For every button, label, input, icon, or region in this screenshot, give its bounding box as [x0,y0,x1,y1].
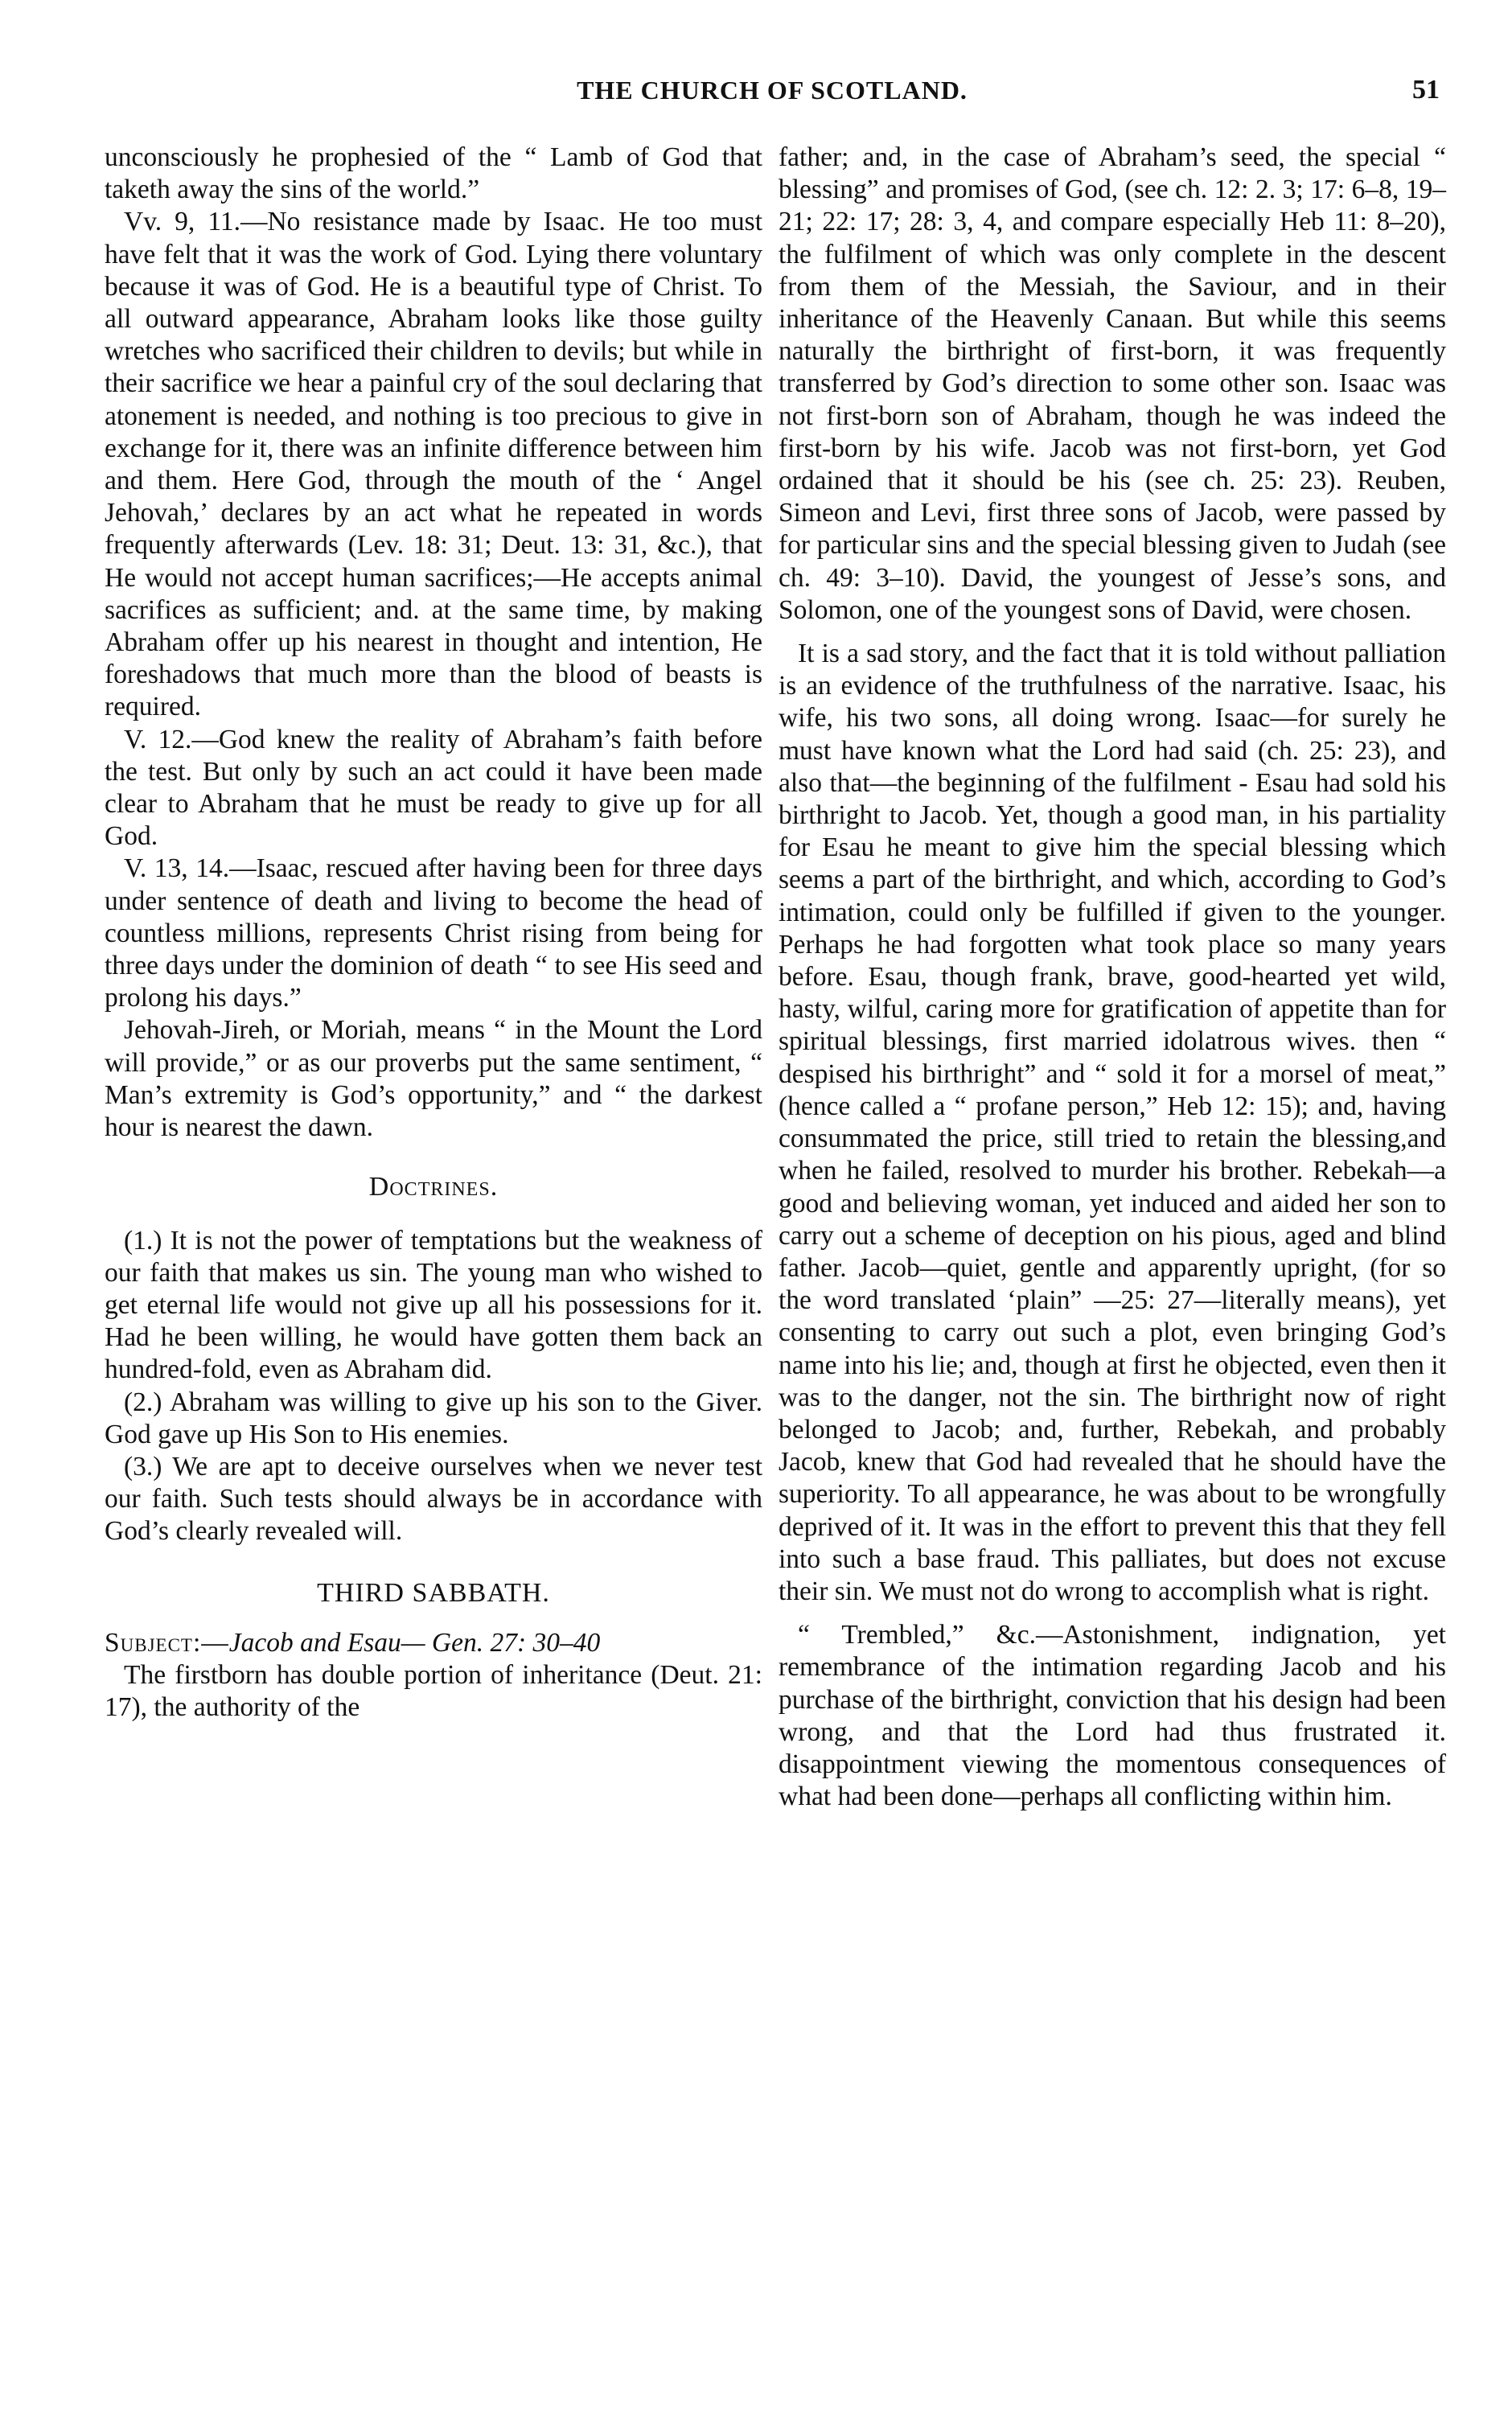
paragraph-verses-9-11: Vv. 9, 11.—No resistance made by Isaac. He too must have felt that it was the work of God. Lying there voluntary because it was of God. He is a beautiful type of Christ. To all outward appearance, Abraham looks like those guilty wretches who sacrificed their children to devils; but while in their sacrifice we hear a painful cry of the soul declaring that atonement is needed, and nothing is too precious to give in exchange for it, there was an infinite difference between him and them. Here God, through the mouth of the ‘ Angel Jehovah,’ declares by an act what he repeated in words frequently afterwards (Lev. 18: 31; Deut. 13: 31, &c.), that He would not accept human sacrifices;—He accepts animal sacrifices as sufficient; and. at the same time, by making Abraham offer up his nearest in thought and intention, He foreshadows that much more than the blood of beasts is required. [105,207,762,722]
third-sabbath-heading: THIRD SABBATH. [317,1577,550,1608]
paragraph-verse-12: V. 12.—God knew the reality of Abraham’s faith before the test. But only by such an act could it have been made clear to Abraham that he must be ready to give up for all God. [105,724,762,852]
doctrine-1: (1.) It is not the power of temptations but the weakness of our faith that makes us sin. The young man who wished to get eternal life would not give up all his possessions for it. Had he been willing, he would have gotten them back an hundred-fold, even as Abraham did. [105,1225,762,1385]
subject-line [105,1627,762,1659]
running-title: THE CHURCH OF SCOTLAND. [577,75,968,105]
doctrines-heading: Doctrines. [368,1172,499,1202]
paragraph-verses-13-14: V. 13, 14.—Isaac, rescued after having been for three days under sentence of death and living to become the head of countless millions, represents Christ rising from being for three days under the dominion of death “ to see His seed and prolong his days.” [105,853,762,1013]
paragraph-continued: unconsciously he prophesied of the “ Lamb of God that taketh away the sins of the world.” [105,142,762,205]
paragraph-jehovah-jireh: Jehovah-Jireh, or Moriah, means “ in the Mount the Lord will provide,” or as our proverbs put the same sentiment, “ Man’s extremity is God’s opportunity,” and “ the darkest hour is nearest the dawn. [105,1015,762,1143]
paragraph-sad-story: It is a sad story, and the fact that it is told without palliation is an evidence of the truthfulness of the narrative. Isaac, his wife, his two sons, all doing wrong. Isaac—for surely he must have known what the Lord had said (ch. 25: 23), and also that—the beginning of the fulfilment - Esau had sold his birthright to Jacob. Yet, though a good man, in his partiality for Esau he meant to give him the special blessing which seems a part of the birthright, and which, according to God’s intimation, could only be fulfilled if given to the younger. Perhaps he had forgotten what took place so many years before. Esau, though frank, brave, good-hearted yet wild, hasty, wilful, caring more for gratification of appetite than for spiritual blessings, first married idolatrous wives. then “ despised his birthright” and “ sold it for a morsel of meat,” (hence called a “ profane person,” Heb 12: 15); and, having consummated the price, still tried to retain the blessing,and when he failed, resolved to murder his brother. Rebekah—a good and believing woman, yet induced and aided her son to carry out a scheme of deception on his pious, aged and blind father. Jacob—quiet, gentle and apparently upright, (for so the word translated ‘plain” —25: 27—literally means), yet consenting to carry out such a plot, even bringing God’s name into his lie; and, though at first he objected, even then it was to the danger, not the sin. The birthright now of right belonged to Jacob; and, further, Rebekah, and probably Jacob, knew that God had revealed that he should have the superiority. To all appearance, he was about to be wrongfully deprived of it. It was in the effort to prevent this that they fell into such a base fraud. This palliates, but does not excuse their sin. We must not do wrong to accomplish what is right. [779,639,1446,1606]
paragraph-birthright: father; and, in the case of Abraham’s seed, the special “ blessing” and promises of God, (see ch. 12: 2. 3; 17: 6–8, 19–21; 22: 17; 28: 3, 4, and compare especially Heb 11: 8–20), the fulfilment of which was only complete in the descent from them of the Messiah, the Saviour, and in their inheritance of the Heavenly Canaan. But while this seems naturally the birthright of first-born, it was frequently transferred by God’s direction to some other son. Isaac was not first-born son of Abraham, though he was indeed the first-born by his wife. Jacob was not first-born, yet God ordained that it should be his (see ch. 25: 23). Reuben, Simeon and Levi, first three sons of Jacob, were passed by for particular sins and the special blessing given to Judah (see ch. 49: 3–10). David, the youngest of Jesse’s sons, and Solomon, one of the youngest sons of David, were chosen. [779,142,1446,625]
doctrine-2: (2.) Abraham was willing to give up his son to the Giver. God gave up His Son to His enemies. [105,1387,762,1449]
paragraph-trembled: “ Trembled,” &c.—Astonishment, indignation, yet remembrance of the intimation regarding Jacob and his purchase of the birthright, conviction that his design had been wrong, and that the Lord had thus frustrated it. disappointment viewing the momentous consequences of what had been done—perhaps all conflicting within him. [779,1620,1446,1812]
left-column [105,142,762,1724]
subject-label: Subject:— [105,1627,229,1658]
paragraph-firstborn: The firstborn has double portion of inheritance (Deut. 21: 17), the authority of the [105,1659,762,1723]
right-column [779,142,1446,1813]
running-header [105,66,1440,114]
page-number: 51 [1412,75,1440,105]
subject-text: Jacob and Esau— Gen. 27: 30–40 [228,1627,601,1658]
doctrine-3: (3.) We are apt to deceive ourselves when we never test our faith. Such tests should always be in accordance with God’s clearly revealed will. [105,1451,762,1547]
